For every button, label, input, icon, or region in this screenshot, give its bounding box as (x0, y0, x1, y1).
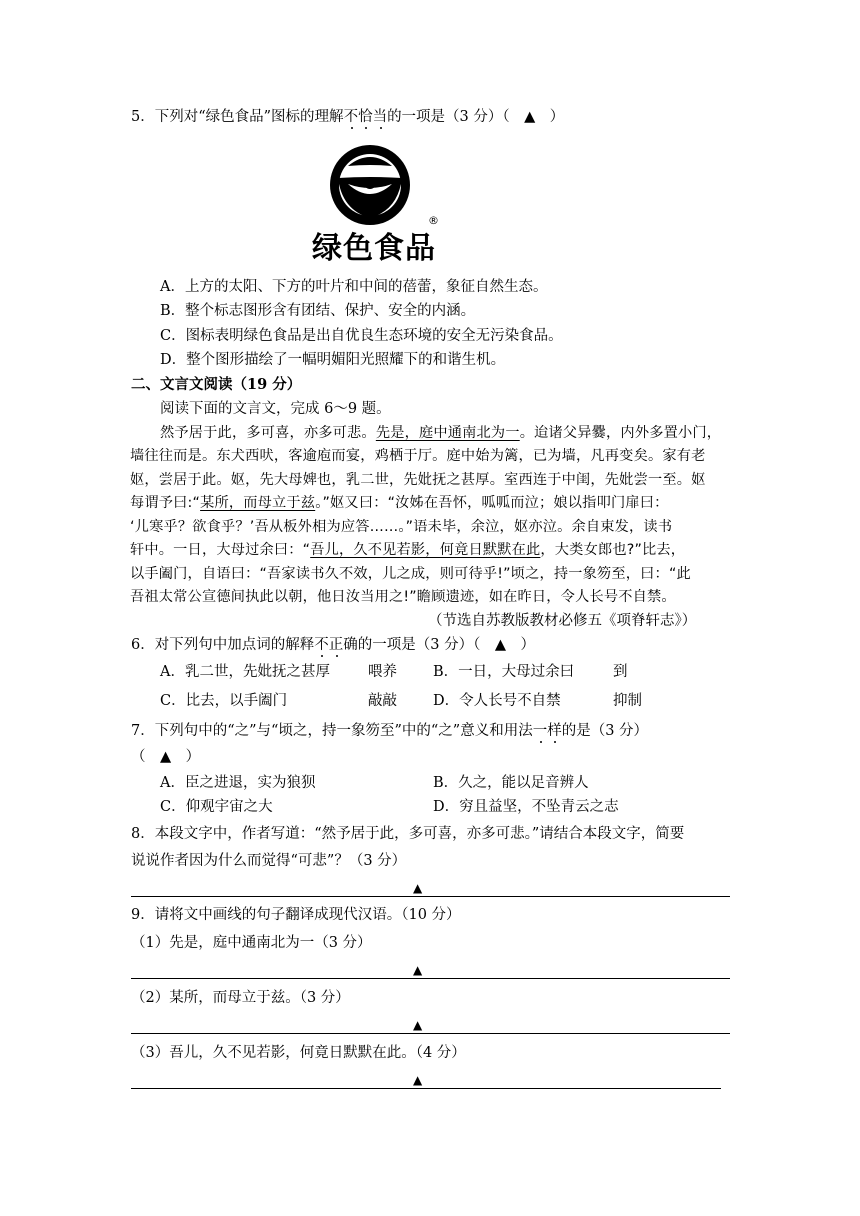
question-7-stem: 7．下列句中的“之”与“顷之，持一象笏至”中的“之”意义和用法一样的是（3 分） (131, 723, 649, 739)
question-9-sub-2: （2）某所，而母立于兹。（3 分） (131, 990, 350, 1006)
green-food-emblem-icon (308, 140, 448, 265)
registered-mark: ® (428, 214, 439, 227)
q7-option-a: A．臣之进退，实为狼狈 (160, 775, 316, 791)
emphasis-dot-char: 样 (547, 723, 562, 739)
passage-line: ‘儿寒乎？欲食乎？’吾从板外相为应答……。”语未毕，余泣，妪亦泣。余自束发，读书 (130, 519, 673, 535)
question-5-stem: 5．下列对“绿色食品”图标的理解不恰当的一项是（3 分）（ ▲ ） (131, 109, 565, 125)
answer-line[interactable] (131, 896, 730, 897)
question-9-sub-1: （1）先是，庭中通南北为一（3 分） (131, 935, 372, 951)
emphasis-dot-char: 当 (372, 109, 388, 125)
passage-line: 以手阖门，自语曰：“吾家读书久不效，儿之成，则可待乎!”顷之，持一象笏至，曰：“此 (130, 566, 691, 582)
question-8-stem-line2: 说说作者因为什么而觉得“可悲”？（3 分） (131, 853, 407, 869)
q6-option-c-gloss: 敲敲 (368, 693, 397, 709)
answer-mark: ▲ (413, 963, 423, 977)
green-food-logo (308, 140, 448, 265)
answer-line[interactable] (131, 1033, 730, 1034)
answer-mark: ▲ (413, 1073, 423, 1087)
q5-option-b: B．整个标志图形含有团结、保护、安全的内涵。 (160, 303, 476, 319)
question-9-stem: 9．请将文中画线的句子翻译成现代汉语。（10 分） (131, 907, 461, 923)
passage-line: 然予居于此，多可喜，亦多可悲。先是，庭中通南北为一。迨诸父异爨，内外多置小门， (160, 425, 722, 441)
emphasis-dot-char: 不 (343, 109, 359, 125)
passage-line: 每谓予曰:“某所，而母立于兹。”妪又曰：“汝姊在吾怀，呱呱而泣；娘以指叩门扉曰： (130, 495, 669, 511)
passage-line: 墙往往而是。东犬西吠，客逾庖而宴，鸡栖于厅。庭中始为篱，已为墙，凡再变矣。家有老 (130, 448, 706, 464)
emphasis-dot-char: 恰 (358, 109, 373, 125)
q6-option-b-gloss: 到 (613, 664, 628, 680)
passage-line: 吾祖太常公宣德间执此以朝，他日汝当用之!”瞻顾遗迹，如在昨日，令人长号不自禁。 (130, 589, 676, 605)
passage-line: 妪，尝居于此。妪，先大母婢也，乳二世，先妣抚之甚厚。室西连于中闺，先妣尝一至。妪 (130, 472, 706, 488)
answer-mark: ▲ (413, 881, 423, 895)
q6-option-a: A．乳二世，先妣抚之甚厚 (160, 664, 330, 680)
passage-source: （节选自苏教版教材必修五《项脊轩志》） (428, 613, 697, 629)
answer-mark: ▲ (413, 1018, 423, 1032)
emphasis-dot-char: 不 (314, 637, 329, 653)
q6-option-a-gloss: 喂养 (368, 664, 397, 680)
answer-line[interactable] (131, 978, 730, 979)
underlined-sentence-1: 先是，庭中通南北为一 (375, 425, 520, 441)
question-8-stem: 8．本段文字中，作者写道：“然予居于此，多可喜，亦多可悲。”请结合本段文字，简要 (131, 826, 685, 842)
q6-option-d: D．令人长号不自禁 (433, 693, 561, 709)
logo-text: 绿色食品 (312, 231, 436, 265)
section-2-title: 二、文言文阅读（19 分） (131, 376, 302, 393)
emphasis-dot-char: 一 (532, 723, 548, 739)
question-9-sub-3: （3）吾儿，久不见若影，何竟日默默在此。（4 分） (131, 1045, 466, 1061)
underlined-sentence-2: 某所，而母立于兹 (200, 495, 316, 511)
q7-option-b: B．久之，能以足音辨人 (433, 775, 589, 791)
answer-line[interactable] (131, 1088, 721, 1089)
q7-option-d: D．穷且益坚，不坠青云之志 (433, 799, 619, 815)
q6-option-d-gloss: 抑制 (613, 693, 642, 709)
underlined-sentence-3: 吾儿，久不见若影，何竟日默默在此 (310, 542, 541, 558)
q5-option-a: A．上方的太阳、下方的叶片和中间的蓓蕾，象征自然生态。 (160, 279, 548, 295)
question-6-stem: 6．对下列句中加点词的解释不正确的一项是（3 分）（ ▲ ） (131, 637, 535, 653)
q7-option-c: C．仰观宇宙之大 (160, 799, 273, 815)
section-2-intro: 阅读下面的文言文，完成 6～9 题。 (160, 401, 391, 417)
q5-option-d: D．整个图形描绘了一幅明媚阳光照耀下的和谐生机。 (160, 352, 506, 368)
question-7-answer-slot: （ ▲ ） (131, 749, 201, 765)
q5-option-c: C．图标表明绿色食品是出自优良生态环境的安全无污染食品。 (160, 328, 563, 344)
emphasis-dot-char: 正 (328, 637, 344, 653)
q6-option-b: B．一日，大母过余曰 (433, 664, 575, 680)
passage-line: 轩中。一日，大母过余曰：“吾儿，久不见若影，何竟日默默在此，大类女郎也?”比去， (130, 542, 686, 558)
q6-option-c: C．比去，以手阖门 (160, 693, 288, 709)
